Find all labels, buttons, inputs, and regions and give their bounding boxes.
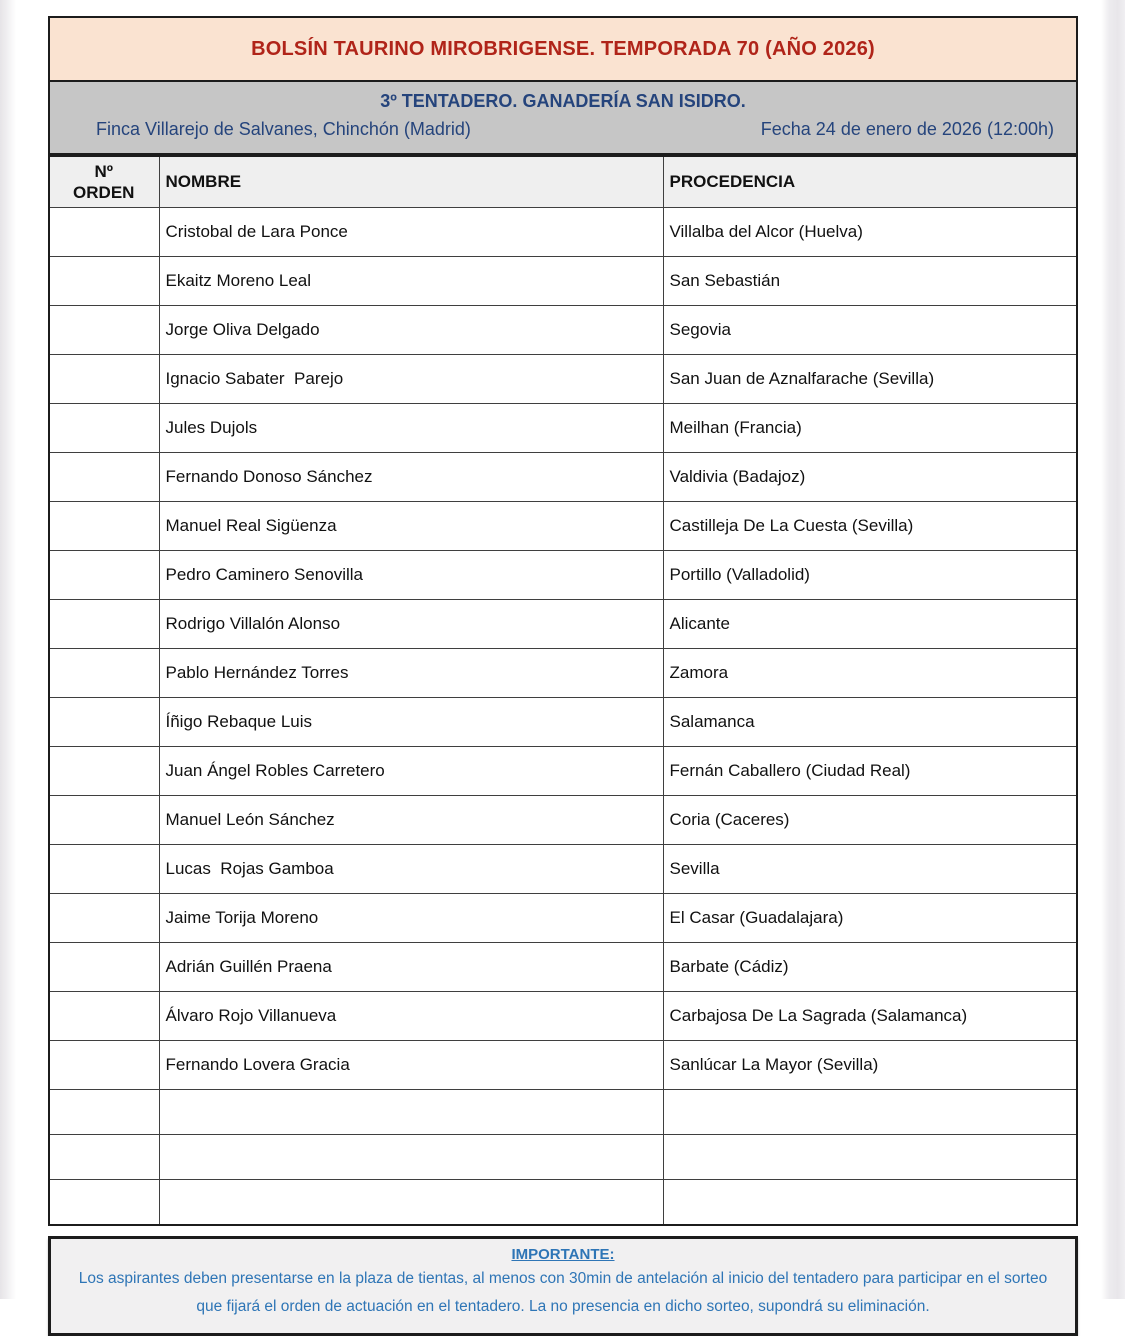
roster-table-body (49, 208, 1077, 1226)
cell-procedencia: Salamanca (663, 698, 1077, 747)
cell-procedencia: Villalba del Alcor (Huelva) (663, 208, 1077, 257)
cell-procedencia (663, 1180, 1077, 1226)
cell-orden (49, 208, 159, 257)
document-title: BOLSÍN TAURINO MIROBRIGENSE. TEMPORADA 70 (AÑO 2026) (251, 37, 875, 60)
cell-procedencia (663, 1135, 1077, 1180)
cell-nombre: Jorge Oliva Delgado (159, 306, 663, 355)
column-header-orden (49, 156, 159, 208)
table-row (49, 502, 1077, 551)
event-info-banner (48, 82, 1078, 155)
cell-procedencia: Alicante (663, 600, 1077, 649)
table-row (49, 992, 1077, 1041)
cell-nombre: Jaime Torija Moreno (159, 894, 663, 943)
event-venue: Finca Villarejo de Salvanes, Chinchón (Madrid) (96, 119, 471, 139)
cell-procedencia: Sanlúcar La Mayor (Sevilla) (663, 1041, 1077, 1090)
cell-orden (49, 747, 159, 796)
cell-procedencia: Coria (Caceres) (663, 796, 1077, 845)
cell-nombre: Rodrigo Villalón Alonso (159, 600, 663, 649)
event-details-row (50, 112, 1076, 140)
cell-orden (49, 600, 159, 649)
table-row (49, 747, 1077, 796)
table-row (49, 796, 1077, 845)
document-title-banner (48, 16, 1078, 82)
table-row (49, 257, 1077, 306)
table-row (49, 453, 1077, 502)
cell-procedencia: Zamora (663, 649, 1077, 698)
table-row (49, 1041, 1077, 1090)
cell-nombre (159, 1180, 663, 1226)
table-row (49, 894, 1077, 943)
table-row-empty (49, 1135, 1077, 1180)
cell-nombre: Cristobal de Lara Ponce (159, 208, 663, 257)
cell-nombre: Íñigo Rebaque Luis (159, 698, 663, 747)
important-notice (48, 1236, 1078, 1336)
cell-orden (49, 992, 159, 1041)
cell-orden (49, 404, 159, 453)
cell-nombre: Fernando Lovera Gracia (159, 1041, 663, 1090)
table-row (49, 600, 1077, 649)
cell-nombre: Álvaro Rojo Villanueva (159, 992, 663, 1041)
cell-nombre: Ignacio Sabater Parejo (159, 355, 663, 404)
cell-orden (49, 1041, 159, 1090)
table-row (49, 208, 1077, 257)
cell-nombre: Pedro Caminero Senovilla (159, 551, 663, 600)
cell-nombre: Manuel Real Sigüenza (159, 502, 663, 551)
important-text: Los aspirantes deben presentarse en la plaza de tientas, al menos con 30min de antelación al inicio del tentadero para participar en el sorteo que fijará el orden de actuación en el tentadero. La no presencia en dicho sorteo, supondrá su eliminación. (78, 1270, 1048, 1315)
cell-orden (49, 796, 159, 845)
important-heading: IMPORTANTE: (511, 1246, 615, 1263)
cell-procedencia: Meilhan (Francia) (663, 404, 1077, 453)
cell-orden (49, 698, 159, 747)
column-header-nombre: NOMBRE (159, 156, 663, 208)
cell-procedencia: Sevilla (663, 845, 1077, 894)
roster-table (48, 155, 1078, 1226)
table-row (49, 649, 1077, 698)
page-edge-right (1101, 0, 1125, 1299)
cell-orden (49, 1135, 159, 1180)
document-page (48, 16, 1078, 1336)
table-row-empty (49, 1090, 1077, 1135)
cell-procedencia: San Juan de Aznalfarache (Sevilla) (663, 355, 1077, 404)
cell-procedencia: Carbajosa De La Sagrada (Salamanca) (663, 992, 1077, 1041)
event-title: 3º TENTADERO. GANADERÍA SAN ISIDRO. (380, 91, 746, 111)
cell-nombre: Jules Dujols (159, 404, 663, 453)
cell-orden (49, 1090, 159, 1135)
cell-nombre: Manuel León Sánchez (159, 796, 663, 845)
cell-procedencia: Portillo (Valladolid) (663, 551, 1077, 600)
column-header-procedencia: PROCEDENCIA (663, 156, 1077, 208)
cell-orden (49, 894, 159, 943)
cell-orden (49, 306, 159, 355)
cell-nombre: Ekaitz Moreno Leal (159, 257, 663, 306)
cell-orden (49, 355, 159, 404)
cell-procedencia: Castilleja De La Cuesta (Sevilla) (663, 502, 1077, 551)
column-header-orden-label: Nº ORDEN (73, 161, 135, 202)
table-row (49, 698, 1077, 747)
table-row (49, 355, 1077, 404)
cell-nombre: Juan Ángel Robles Carretero (159, 747, 663, 796)
cell-procedencia: El Casar (Guadalajara) (663, 894, 1077, 943)
table-header-row (49, 156, 1077, 208)
table-row-empty (49, 1180, 1077, 1226)
cell-orden (49, 453, 159, 502)
cell-procedencia: San Sebastián (663, 257, 1077, 306)
cell-procedencia: Barbate (Cádiz) (663, 943, 1077, 992)
cell-procedencia: Fernán Caballero (Ciudad Real) (663, 747, 1077, 796)
cell-nombre: Lucas Rojas Gamboa (159, 845, 663, 894)
cell-nombre: Adrián Guillén Praena (159, 943, 663, 992)
page-edge-left (0, 0, 16, 1299)
cell-orden (49, 649, 159, 698)
cell-nombre: Pablo Hernández Torres (159, 649, 663, 698)
table-row (49, 845, 1077, 894)
cell-orden (49, 502, 159, 551)
cell-procedencia: Segovia (663, 306, 1077, 355)
cell-procedencia (663, 1090, 1077, 1135)
table-row (49, 306, 1077, 355)
event-date: Fecha 24 de enero de 2026 (12:00h) (760, 119, 1054, 139)
cell-orden (49, 943, 159, 992)
table-row (49, 404, 1077, 453)
cell-orden (49, 257, 159, 306)
cell-nombre (159, 1090, 663, 1135)
cell-orden (49, 1180, 159, 1226)
cell-orden (49, 845, 159, 894)
table-row (49, 943, 1077, 992)
cell-nombre: Fernando Donoso Sánchez (159, 453, 663, 502)
cell-nombre (159, 1135, 663, 1180)
cell-orden (49, 551, 159, 600)
table-row (49, 551, 1077, 600)
cell-procedencia: Valdivia (Badajoz) (663, 453, 1077, 502)
